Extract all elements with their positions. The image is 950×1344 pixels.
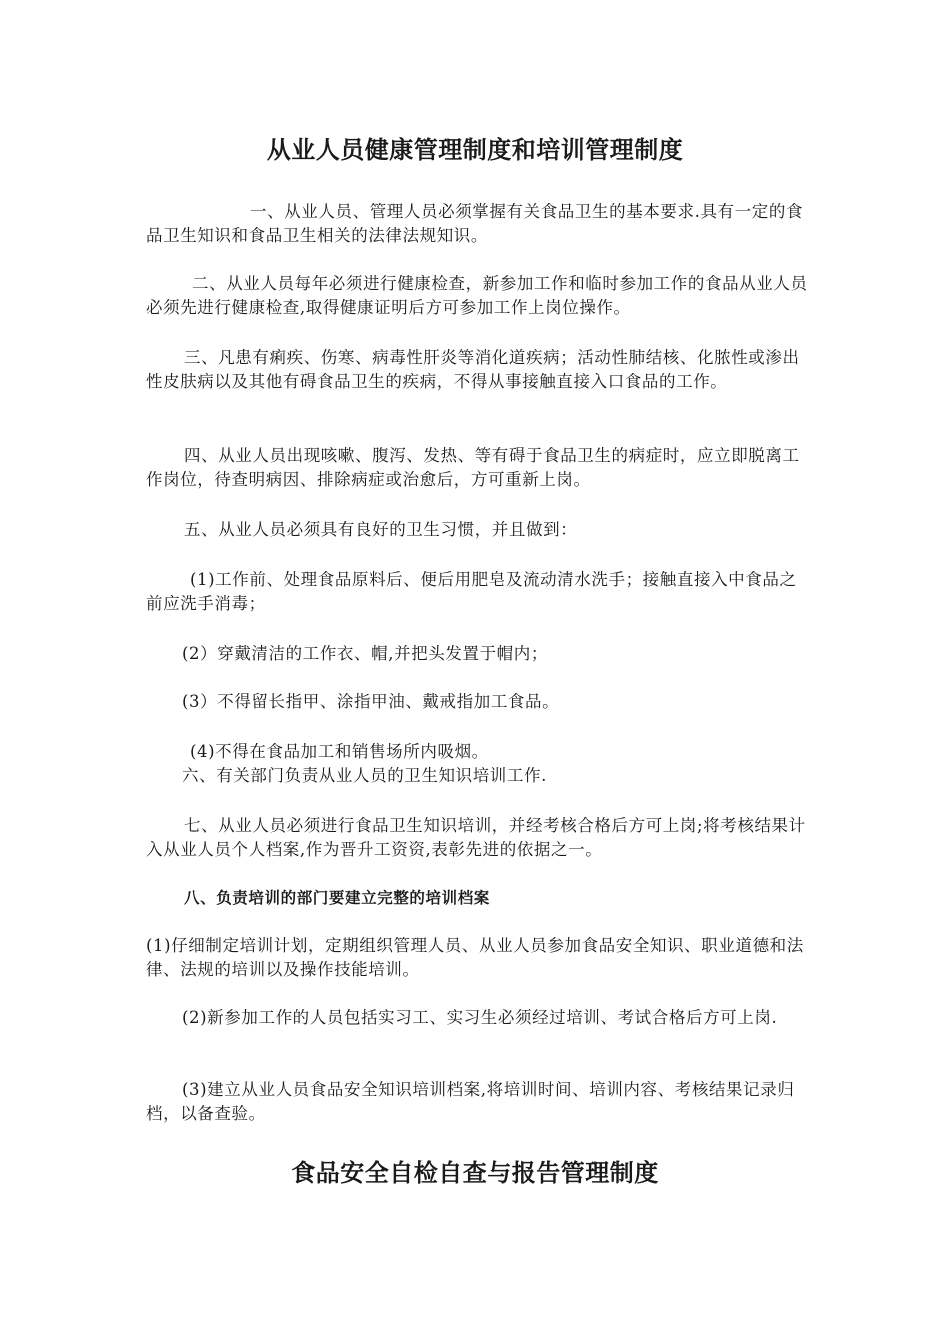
paragraph-5-item-3: (3）不得留长指甲、涂指甲油、戴戒指加工食品。 <box>182 692 560 711</box>
paragraph-6: 六、有关部门负责从业人员的卫生知识培训工作. <box>182 766 547 785</box>
second-section-title: 食品安全自检自查与报告管理制度 <box>291 1158 659 1187</box>
paragraph-3: 三、凡患有痢疾、伤寒、病毒性肝炎等消化道疾病；活动性肺结核、化脓性或渗出性皮肤病以及其他有碍食品卫生的疾病，不得从事接触直接入口食品的工作。 <box>146 348 800 391</box>
paragraph-7: 七、从业人员必须进行食品卫生知识培训，并经考核合格后方可上岗;将考核结果计入从业人员个人档案,作为晋升工资资,表彰先进的依据之一。 <box>146 816 806 859</box>
paragraph-5-item-1: (1)工作前、处理食品原料后、便后用肥皂及流动清水洗手；接触直接入中食品之前应洗手消毒； <box>146 570 797 613</box>
paragraph-8-heading: 八、负责培训的部门要建立完整的培训档案 <box>184 888 490 907</box>
document-title: 从业人员健康管理制度和培训管理制度 <box>266 135 684 164</box>
paragraph-5-item-4: (4)不得在食品加工和销售场所内吸烟。 <box>190 742 489 761</box>
paragraph-1: 一、从业人员、管理人员必须掌握有关食品卫生的基本要求.具有一定的食品卫生知识和食品卫生相关的法律法规知识。 <box>146 202 804 245</box>
paragraph-8-item-2: (2)新参加工作的人员包括实习工、实习生必须经过培训、考试合格后方可上岗. <box>182 1008 778 1027</box>
paragraph-8-item-3: (3)建立从业人员食品安全知识培训档案,将培训时间、培训内容、考核结果记录归档，以备查验。 <box>146 1080 795 1123</box>
paragraph-5: 五、从业人员必须具有良好的卫生习惯，并且做到： <box>184 520 578 539</box>
paragraph-4: 四、从业人员出现咳嗽、腹泻、发热、等有碍于食品卫生的病症时，应立即脱离工作岗位，待查明病因、排除病症或治愈后，方可重新上岗。 <box>146 446 800 489</box>
paragraph-5-item-2: (2）穿戴清洁的工作衣、帽,并把头发置于帽内； <box>182 644 548 663</box>
paragraph-2: 二、从业人员每年必须进行健康检查，新参加工作和临时参加工作的食品从业人员必须先进行健康检查,取得健康证明后方可参加工作上岗位操作。 <box>146 274 808 317</box>
paragraph-8-item-1: (1)仔细制定培训计划，定期组织管理人员、从业人员参加食品安全知识、职业道德和法律、法规的培训以及操作技能培训。 <box>146 936 804 979</box>
